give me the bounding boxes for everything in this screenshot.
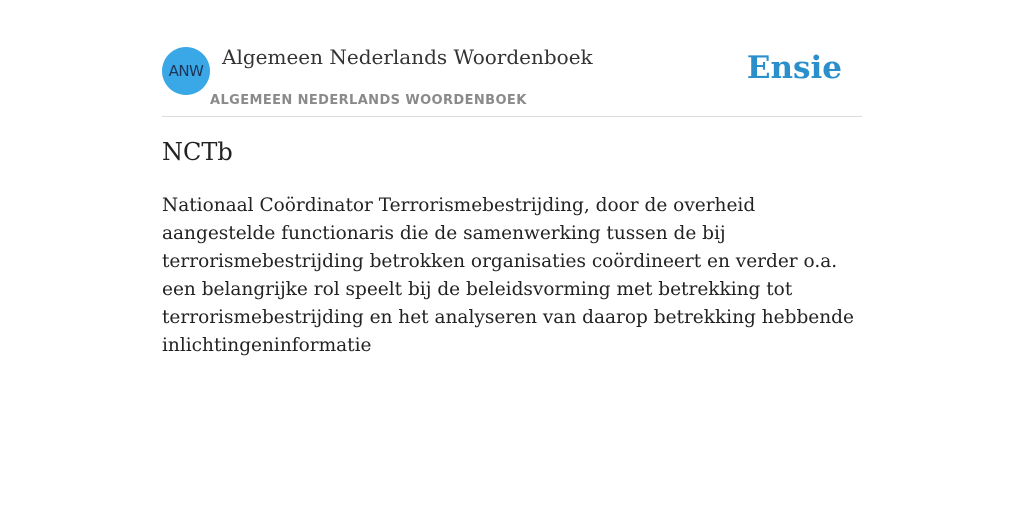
entry-headword: NCTb — [162, 138, 233, 166]
source-logo[interactable]: ANW — [162, 47, 210, 95]
source-subtitle: ALGEMEEN NEDERLANDS WOORDENBOEK — [210, 93, 527, 108]
ensie-brand-link[interactable]: Ensie — [746, 50, 842, 86]
source-header — [162, 36, 862, 117]
entry-definition: Nationaal Coördinator Terrorismebestrijding, door de overheid aangestelde functionaris die de samenwerking tussen de bij terrorismebestrijding betrokken organisaties coördineert en verder o.a. een belangrijke rol speelt bij de beleidsvorming met betrekking tot terrorismebestrijding en het analyseren van daarop betrekking hebbende inlichtingeninformatie — [162, 195, 854, 356]
source-title[interactable]: Algemeen Nederlands Woordenboek — [222, 45, 593, 69]
